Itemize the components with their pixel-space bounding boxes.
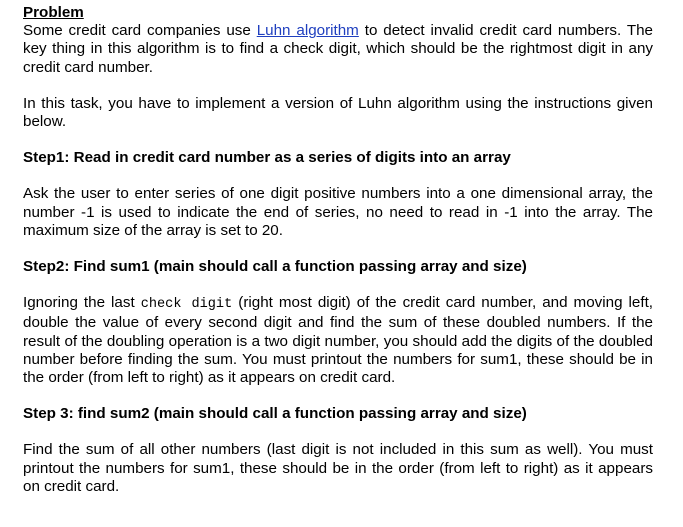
intro-text-before-link: Some credit card companies use: [23, 22, 257, 40]
step2-heading: Step2: Find sum1 (main should call a function passing array and size): [23, 258, 527, 276]
step2-paragraph: [23, 294, 653, 387]
step3-heading: Step 3: find sum2 (main should call a function passing array and size): [23, 405, 527, 423]
check-digit-code: check digit: [140, 297, 233, 313]
intro-paragraph: [23, 22, 653, 77]
step2-text-after-code: (right most digit) of the credit card number, and moving left, double the value of every second digit and find the sum of these doubled numbers. If the result of the doubling operation is a two digit number, you should add the digits of the doubled number before finding the sum. You must printout the numbers for sum1, these should be in the order (from left to right) as it appears on credit card.: [23, 294, 654, 387]
step1-heading: Step1: Read in credit card number as a series of digits into an array: [23, 149, 511, 167]
task-paragraph: In this task, you have to implement a version of Luhn algorithm using the instructions given below.: [23, 94, 653, 131]
step1-paragraph: Ask the user to enter series of one digit positive numbers into a one dimensional array, the number -1 is used to indicate the end of series, no need to read in -1 into the array. The maximum size of the array is set to 20.: [23, 185, 653, 239]
document-page: [23, 4, 653, 496]
luhn-algorithm-link[interactable]: Luhn algorithm: [256, 22, 359, 40]
step2-text-before-code: Ignoring the last: [23, 294, 141, 312]
problem-title: Problem: [23, 4, 84, 21]
intro-text-after-link: to detect invalid credit card numbers. The key thing in this algorithm is to find a check digit, which should be the rightmost digit in any credit card number.: [23, 22, 653, 76]
step3-paragraph: Find the sum of all other numbers (last digit is not included in this sum as well). You must printout the numbers for sum1, these should be in the order (from left to right) as it appears on credit card.: [23, 441, 653, 495]
